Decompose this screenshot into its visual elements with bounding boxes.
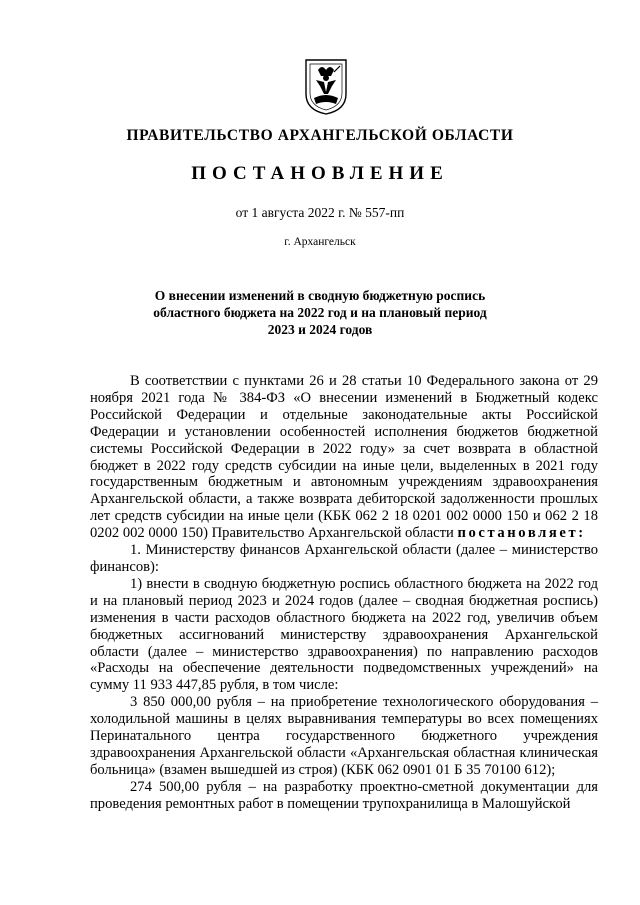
- document-body: [90, 373, 598, 813]
- decree-word: постановляет:: [457, 525, 586, 542]
- preamble-text: В соответствии с пунктами 26 и 28 статьи 10 Федерального закона от 29 ноября 2021 года № 384-ФЗ «О внесении изменений в Бюджетный кодекс Российской Федерации и отдельные законодательные акты Российской Федерации и установлении особенностей исполнения бюджетов бюджетной системы Российской Федерации в 2022 году» за счет возврата в областной бюджет в 2022 году средств субсидии на иные цели, выделенных в 2021 году государственным бюджетным и автономным учреждениям здравоохранения Архангельской области, а также возврата дебиторской задолженности прошлых лет средств субсидии на иные цели (КБК 062 2 18 0201 002 0000 150 и 062 2 18 0202 002 0000 150) Правительство Архангельской области: [90, 373, 598, 542]
- body-paragraph: 3 850 000,00 рубля – на приобретение технологического оборудования – холодильной машины в целях выравнивания температуры во всех помещениях Перинатального центра государственного бюджетного учреждения здравоохранения Архангельской области «Архангельская областная клиническая больница» (взамен вышедшей из строя) (КБК 062 0901 01 Б 35 70100 612);: [90, 694, 598, 778]
- document-city: г. Архангельск: [284, 236, 356, 248]
- body-paragraph: 1) внести в сводную бюджетную роспись областного бюджета на 2022 год и на плановый период 2023 и 2024 годов (далее – сводная бюджетная роспись) изменения в части расходов областного бюджета на 2022 год, увеличив объем бюджетных ассигнований министерству здравоохранения Архангельской области (далее – министерство здравоохранения) по направлению расходов «Расходы на обеспечение деятельности подведомственных учреждений» на сумму 11 933 447,85 рубля, в том числе:: [90, 575, 598, 694]
- subject-line: 2023 и 2024 годов: [267, 322, 373, 337]
- body-paragraph: [90, 373, 598, 542]
- subject-line: областного бюджета на 2022 год и на плановый период: [153, 305, 487, 320]
- body-paragraph: 274 500,00 рубля – на разработку проектно-сметной документации для проведения ремонтных работ в помещении трупохранилища в Малошуйской: [90, 778, 598, 812]
- document-date-number: от 1 августа 2022 г. № 557-пп: [235, 205, 405, 220]
- government-name: ПРАВИТЕЛЬСТВО АРХАНГЕЛЬСКОЙ ОБЛАСТИ: [126, 127, 514, 144]
- coat-of-arms-icon: [304, 58, 348, 116]
- document-subject: [0, 287, 640, 338]
- body-paragraph: 1. Министерству финансов Архангельской области (далее – министерство финансов):: [90, 542, 598, 575]
- subject-line: О внесении изменений в сводную бюджетную роспись: [154, 288, 486, 303]
- document-title: ПОСТАНОВЛЕНИЕ: [191, 163, 449, 184]
